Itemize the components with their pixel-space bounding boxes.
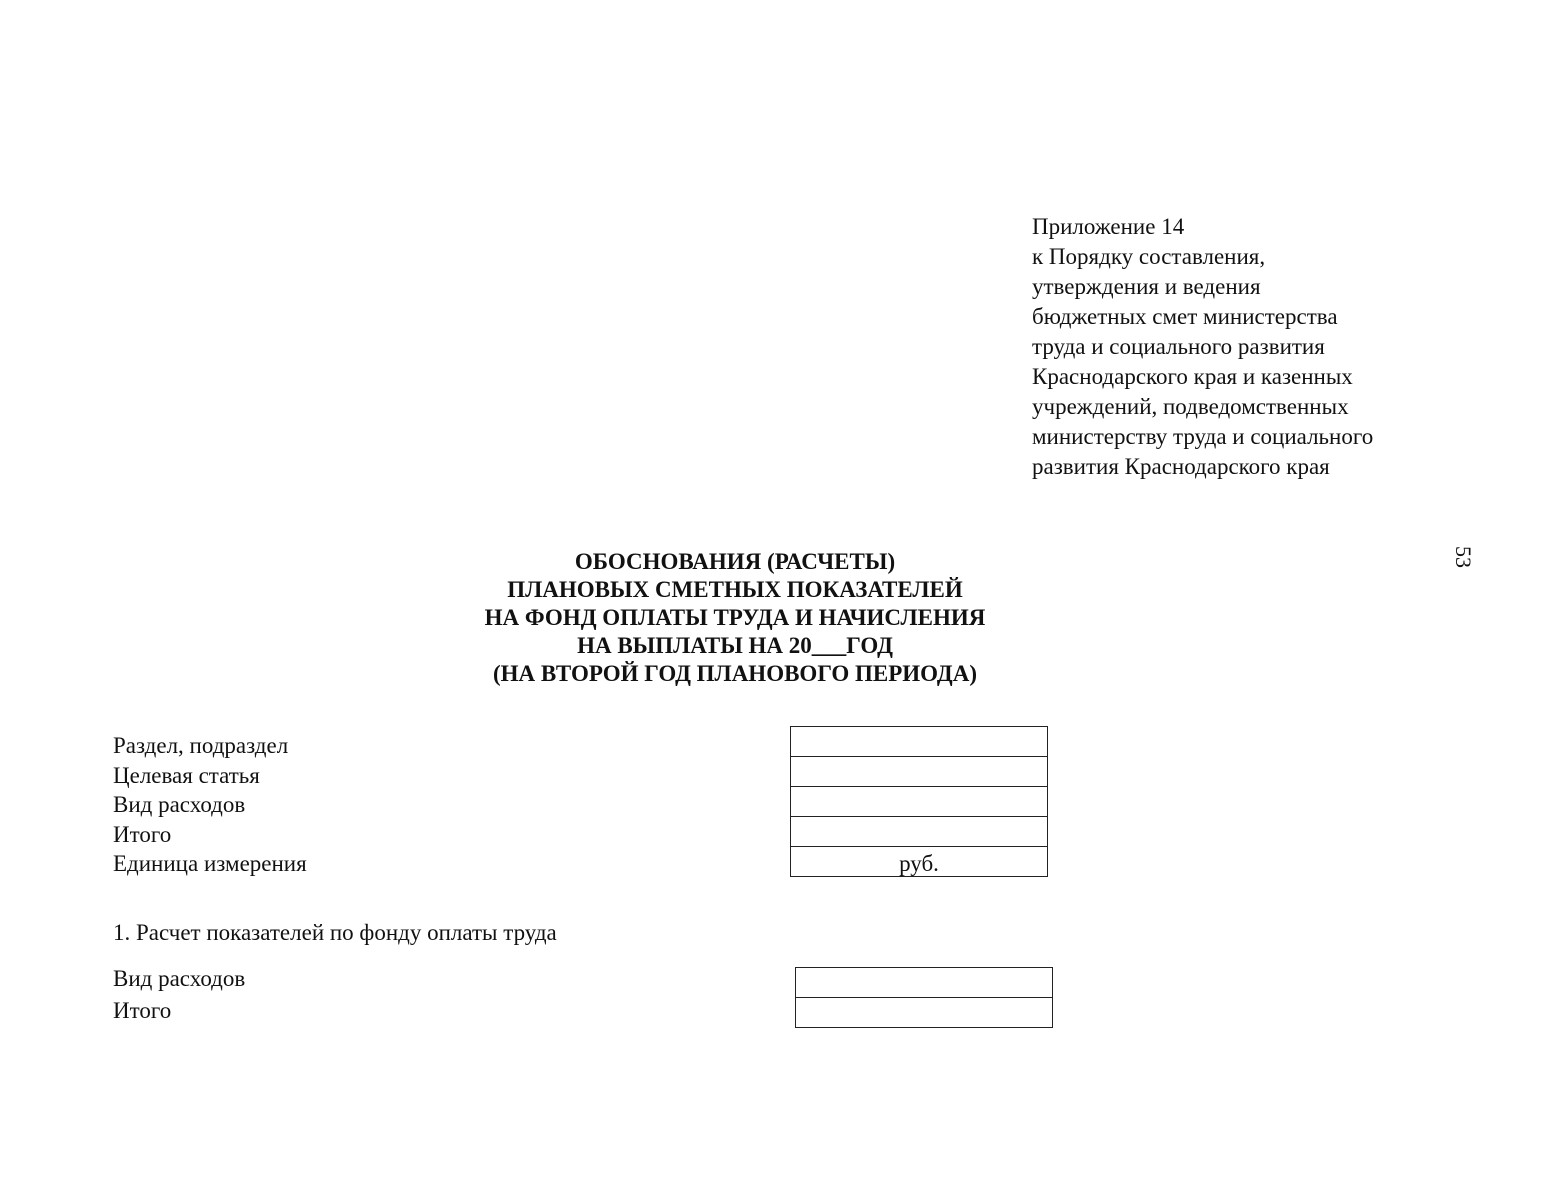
appendix-line: бюджетных смет министерства	[1032, 304, 1338, 329]
field-value-unit[interactable]: руб.	[791, 847, 1048, 877]
appendix-line: развития Краснодарского края	[1032, 454, 1330, 479]
appendix-line: труда и социального развития	[1032, 334, 1325, 359]
field-label-section: Раздел, подраздел	[113, 733, 289, 758]
header-field-labels	[113, 731, 307, 879]
field-label-unit: Единица измерения	[113, 851, 307, 876]
field-value-expense-type[interactable]	[796, 968, 1053, 998]
appendix-line: утверждения и ведения	[1032, 274, 1261, 299]
document-title	[400, 548, 1070, 688]
title-line: ПЛАНОВЫХ СМЕТНЫХ ПОКАЗАТЕЛЕЙ	[507, 577, 963, 602]
title-line: (НА ВТОРОЙ ГОД ПЛАНОВОГО ПЕРИОДА)	[492, 661, 978, 686]
section-1-labels	[113, 963, 245, 1027]
title-line: НА ФОНД ОПЛАТЫ ТРУДА И НАЧИСЛЕНИЯ	[484, 605, 986, 630]
section-1-heading: 1. Расчет показателей по фонду оплаты труда	[113, 920, 557, 945]
field-value-expense-type[interactable]	[791, 787, 1048, 817]
field-label-target-article: Целевая статья	[113, 762, 260, 788]
appendix-block	[1032, 212, 1452, 482]
appendix-line: к Порядку составления,	[1032, 244, 1266, 269]
title-line: НА ВЫПЛАТЫ НА 20___ГОД	[577, 633, 893, 658]
field-value-target-article[interactable]	[791, 757, 1048, 787]
header-fields-box	[790, 726, 1048, 877]
page-number: 53	[1451, 546, 1476, 568]
appendix-line: министерству труда и социального	[1032, 424, 1374, 449]
field-label-total: Итого	[113, 998, 172, 1023]
title-line: ОБОСНОВАНИЯ (РАСЧЕТЫ)	[574, 549, 896, 574]
field-value-total[interactable]	[791, 817, 1048, 847]
field-label-total: Итого	[113, 821, 172, 847]
field-value-section[interactable]	[791, 727, 1048, 757]
field-label-expense-type: Вид расходов	[113, 966, 246, 991]
appendix-line: учреждений, подведомственных	[1032, 394, 1349, 419]
appendix-line: Приложение 14	[1032, 214, 1185, 239]
section-1-box	[795, 967, 1053, 1028]
appendix-line: Краснодарского края и казенных	[1032, 364, 1353, 389]
field-label-expense-type: Вид расходов	[113, 792, 246, 817]
field-value-total[interactable]	[796, 998, 1053, 1028]
